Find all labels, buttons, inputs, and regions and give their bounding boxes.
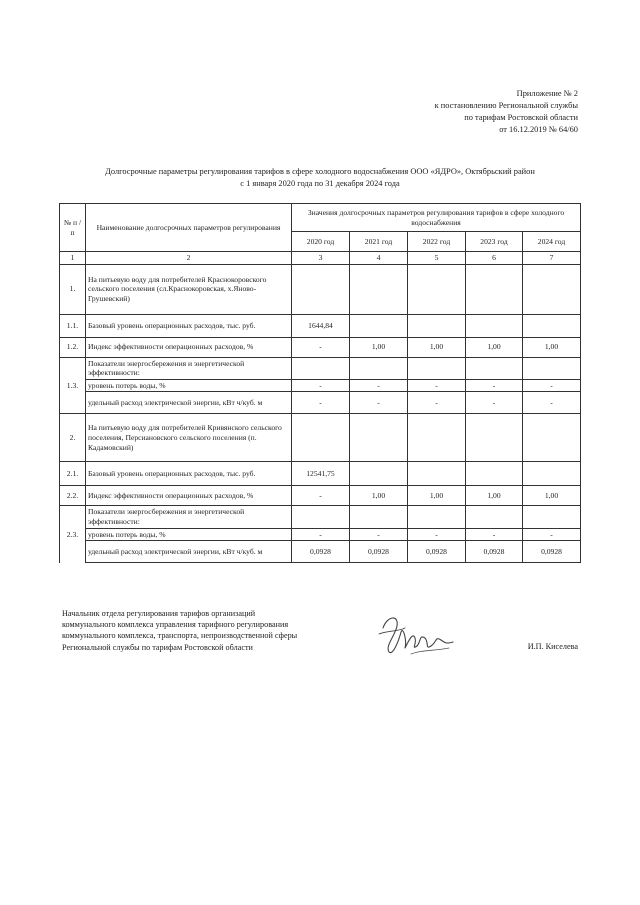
cell-value: 0,0928 (466, 541, 523, 563)
cell-value: 1,00 (523, 486, 581, 506)
cell-value (466, 357, 523, 379)
table-row (60, 392, 581, 414)
cell-value: 1,00 (350, 486, 408, 506)
cell-value: - (292, 486, 350, 506)
cell-value: 1,00 (466, 486, 523, 506)
appendix-line-4: от 16.12.2019 № 64/60 (499, 125, 578, 134)
cell-value (408, 462, 466, 486)
title-line-1: Долгосрочные параметры регулирования тарифов в сфере холодного водоснабжения ООО «ЯДРО», Октябрьский район (105, 167, 535, 176)
header-row (60, 204, 581, 232)
header-year: 2020 год (292, 232, 350, 252)
row-name: Индекс эффективности операционных расходов, % (86, 337, 292, 357)
cell-value (292, 357, 350, 379)
signer-name: И.П. Киселева (527, 642, 578, 651)
cell-value (408, 314, 466, 337)
column-number: 5 (408, 252, 466, 265)
table-row (60, 486, 581, 506)
column-number: 1 (60, 252, 86, 265)
row-name: На питьевую воду для потребителей Краснокоровского сельского поселения (сл.Краснокоровская, х.Яново-Грушевский) (86, 264, 292, 314)
position-line-3: коммунального комплекса, транспорта, непроизводственной сферы (62, 631, 298, 641)
cell-value (350, 264, 408, 314)
cell-value: 1,00 (350, 337, 408, 357)
cell-value: - (292, 392, 350, 414)
cell-value (350, 314, 408, 337)
row-name: Показатели энергосбережения и энергетической эффективности: (86, 506, 292, 528)
table-row (60, 414, 581, 462)
document-title (60, 166, 580, 189)
handwritten-signature (375, 610, 455, 660)
cell-value: 1,00 (466, 337, 523, 357)
cell-value: 1644,84 (292, 314, 350, 337)
cell-value (350, 357, 408, 379)
cell-value (292, 506, 350, 528)
cell-value: - (350, 528, 408, 541)
table-row (60, 506, 581, 528)
cell-value: - (408, 379, 466, 392)
row-name: уровень потерь воды, % (86, 379, 292, 392)
row-name: Базовый уровень операционных расходов, тыс. руб. (86, 462, 292, 486)
cell-value (466, 414, 523, 462)
header-year: 2021 год (350, 232, 408, 252)
appendix-line-3: по тарифам Ростовской области (464, 113, 578, 122)
cell-value: 1,00 (408, 486, 466, 506)
cell-value: 0,0928 (523, 541, 581, 563)
column-number: 2 (86, 252, 292, 265)
row-name: удельный расход электрической энергии, кВт ч/куб. м (86, 541, 292, 563)
cell-value: 12541,75 (292, 462, 350, 486)
row-name: Показатели энергосбережения и энергетической эффективности: (86, 357, 292, 379)
table-row (60, 379, 581, 392)
row-num: 2. (60, 414, 86, 462)
column-number: 4 (350, 252, 408, 265)
header-year: 2023 год (466, 232, 523, 252)
cell-value: - (350, 379, 408, 392)
table-row (60, 357, 581, 379)
cell-value (408, 357, 466, 379)
row-name: удельный расход электрической энергии, кВт ч/куб. м (86, 392, 292, 414)
cell-value (292, 414, 350, 462)
header-num: № п /п (60, 204, 86, 252)
cell-value (408, 506, 466, 528)
column-number: 3 (292, 252, 350, 265)
table-row (60, 528, 581, 541)
cell-value: - (292, 337, 350, 357)
table-row (60, 462, 581, 486)
cell-value: - (523, 392, 581, 414)
cell-value (466, 506, 523, 528)
row-name: На питьевую воду для потребителей Кривянского сельского поселения, Персиановского сельского поселения (п. Кадамовский) (86, 414, 292, 462)
cell-value: - (350, 392, 408, 414)
header-year: 2022 год (408, 232, 466, 252)
cell-value: - (466, 528, 523, 541)
column-number: 7 (523, 252, 581, 265)
cell-value: 0,0928 (292, 541, 350, 563)
cell-value (350, 462, 408, 486)
row-name: Индекс эффективности операционных расходов, % (86, 486, 292, 506)
cell-value: 0,0928 (408, 541, 466, 563)
row-num: 1.1. (60, 314, 86, 337)
table-row (60, 314, 581, 337)
table-row (60, 541, 581, 563)
cell-value (408, 414, 466, 462)
parameters-table (59, 203, 581, 563)
header-year: 2024 год (523, 232, 581, 252)
appendix-line-1: Приложение № 2 (516, 89, 578, 98)
cell-value (523, 462, 581, 486)
row-num: 1.2. (60, 337, 86, 357)
row-name: Базовый уровень операционных расходов, тыс. руб. (86, 314, 292, 337)
cell-value: 0,0928 (350, 541, 408, 563)
cell-value: - (466, 379, 523, 392)
cell-value: - (292, 379, 350, 392)
cell-value (466, 314, 523, 337)
row-num: 2.1. (60, 462, 86, 486)
cell-value (466, 462, 523, 486)
position-line-2: коммунального комплекса управления тарифного регулирования (62, 620, 289, 630)
cell-value: - (523, 528, 581, 541)
cell-value (523, 506, 581, 528)
cell-value (523, 414, 581, 462)
cell-value (466, 264, 523, 314)
signer-position (62, 608, 297, 653)
cell-value (408, 264, 466, 314)
column-number: 6 (466, 252, 523, 265)
cell-value (350, 414, 408, 462)
cell-value: - (466, 392, 523, 414)
cell-value: - (408, 392, 466, 414)
cell-value (523, 264, 581, 314)
cell-value: 1,00 (408, 337, 466, 357)
cell-value (523, 357, 581, 379)
row-num: 2.3. (60, 506, 86, 563)
header-param-name: Наименование долгосрочных параметров регулирования (86, 204, 292, 252)
row-name: уровень потерь воды, % (86, 528, 292, 541)
row-num: 2.2. (60, 486, 86, 506)
position-line-4: Региональной службы по тарифам Ростовской области (62, 642, 253, 652)
row-num: 1.3. (60, 357, 86, 414)
table-row (60, 337, 581, 357)
cell-value (292, 264, 350, 314)
cell-value: - (523, 379, 581, 392)
appendix-line-2: к постановлению Региональной службы (434, 101, 578, 110)
table-row (60, 264, 581, 314)
cell-value: - (292, 528, 350, 541)
cell-value: - (408, 528, 466, 541)
header-values-group: Значения долгосрочных параметров регулирования тарифов в сфере холодного водоснабжения (292, 204, 581, 232)
cell-value (350, 506, 408, 528)
appendix-block (435, 88, 578, 136)
row-num: 1. (60, 264, 86, 314)
title-line-2: с 1 января 2020 года по 31 декабря 2024 года (240, 178, 400, 188)
position-line-1: Начальник отдела регулирования тарифов организаций (62, 609, 256, 618)
cell-value: 1,00 (523, 337, 581, 357)
cell-value (523, 314, 581, 337)
column-number-row (60, 252, 581, 265)
